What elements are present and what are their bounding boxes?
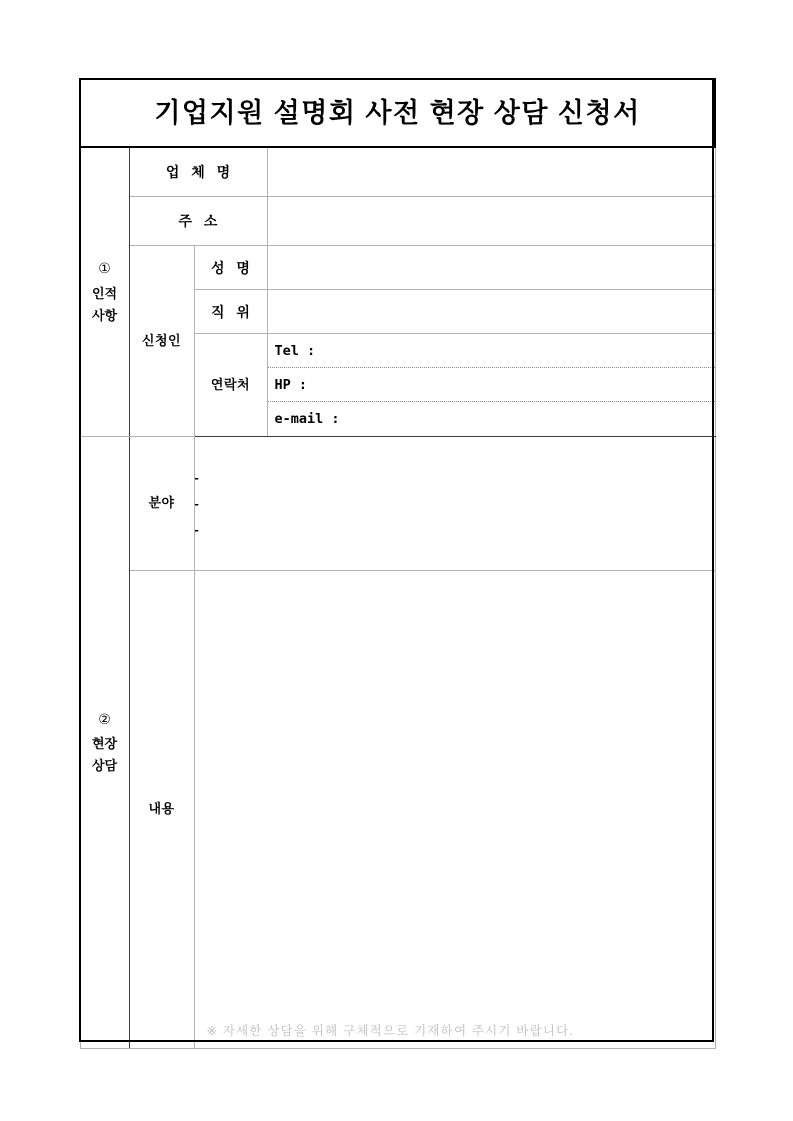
address-value[interactable] — [267, 197, 715, 246]
applicant-label: 신청인 — [129, 246, 194, 437]
section-label-personal — [80, 147, 129, 437]
section-marker-2: ② — [98, 710, 111, 727]
content-note: ※ 자세한 상담을 위해 구체적으로 기재하여 주시기 바랍니다. — [206, 1024, 575, 1038]
content-value-area[interactable] — [194, 571, 715, 1049]
contact-value-group — [267, 334, 715, 437]
section-label-personal-line1: 인적 — [91, 285, 118, 301]
contact-stack — [268, 334, 715, 436]
field-bullet-1: - — [194, 469, 199, 485]
contact-email-field[interactable]: e-mail : — [274, 411, 340, 427]
application-form-table — [79, 78, 716, 1049]
address-row — [80, 197, 715, 246]
address-label: 주 소 — [129, 197, 267, 246]
contact-label: 연락처 — [194, 334, 267, 437]
position-label: 직 위 — [194, 290, 267, 334]
section-label-consultation — [80, 437, 129, 1049]
position-value[interactable] — [267, 290, 715, 334]
content-input-area[interactable] — [195, 544, 715, 1021]
contact-hp-field[interactable]: HP : — [268, 368, 715, 402]
field-bullet-2: - — [194, 495, 199, 511]
company-row — [80, 147, 715, 197]
content-row — [80, 571, 715, 1049]
field-label: 분야 — [129, 437, 194, 571]
form-title-cell — [80, 79, 715, 147]
title-row — [80, 79, 715, 147]
name-value[interactable] — [267, 246, 715, 290]
section-label-consultation-line1: 현장 — [91, 736, 118, 752]
name-row — [80, 246, 715, 290]
field-bullet-3: - — [194, 521, 199, 537]
field-bullet-list — [195, 465, 715, 543]
company-name-label: 업 체 명 — [129, 147, 267, 197]
company-name-value[interactable] — [267, 147, 715, 197]
name-label: 성 명 — [194, 246, 267, 290]
contact-tel-field[interactable]: Tel : — [268, 334, 715, 368]
section-marker-1: ① — [98, 260, 111, 276]
section-label-consultation-line2: 상담 — [91, 758, 118, 774]
section-label-personal-line2: 사항 — [91, 307, 118, 323]
page-title: 기업지원 설명회 사전 현장 상담 신청서 — [154, 97, 641, 128]
content-label: 내용 — [129, 571, 194, 1049]
